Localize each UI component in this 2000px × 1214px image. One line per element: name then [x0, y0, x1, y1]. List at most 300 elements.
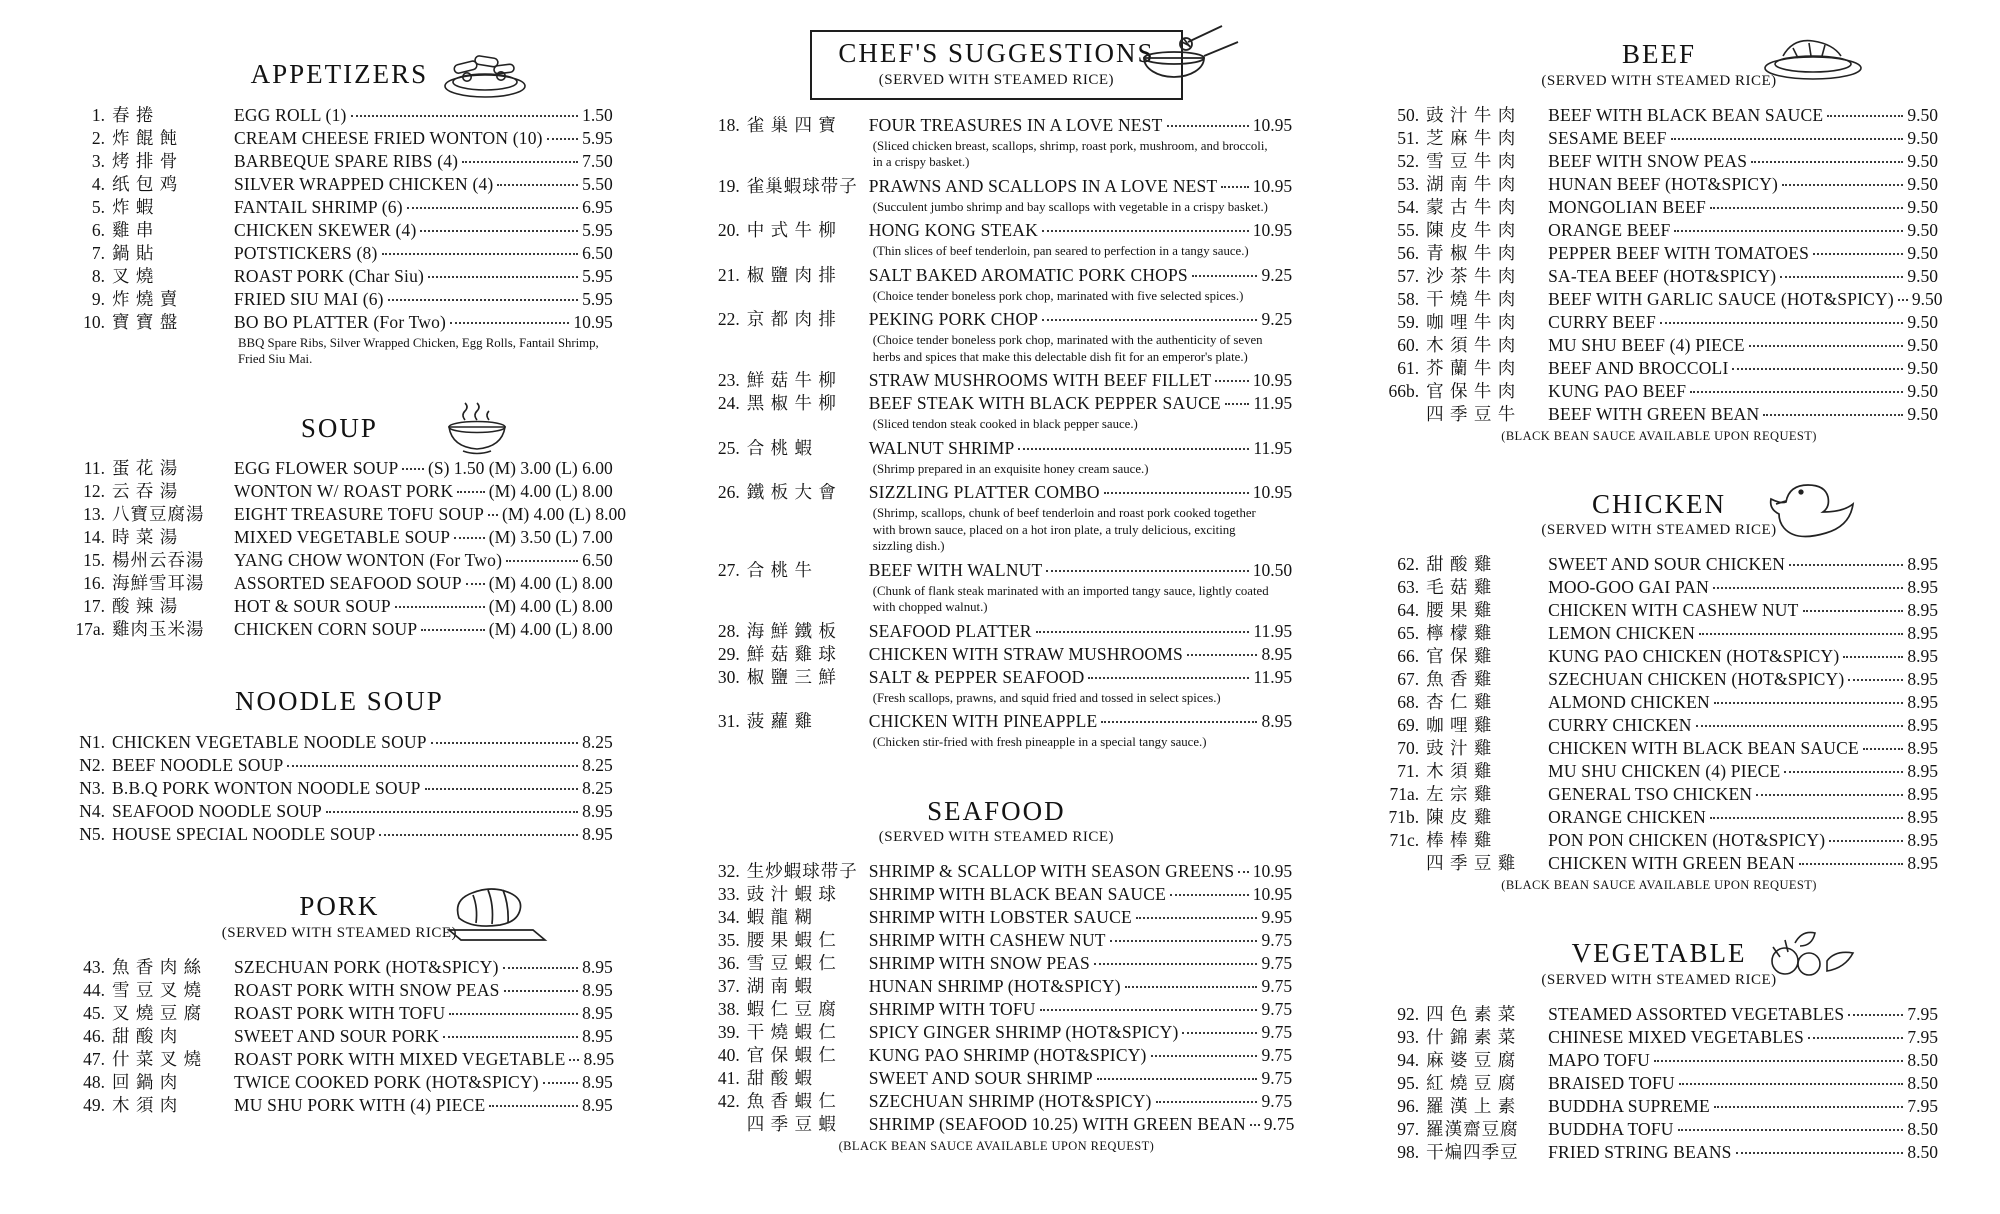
dot-leader: [379, 834, 578, 836]
dot-leader: [1238, 871, 1248, 873]
item-price: 8.95: [1907, 738, 1938, 759]
menu-item-row: [66, 731, 613, 754]
item-name: KUNG PAO CHICKEN (HOT&SPICY): [1548, 646, 1840, 667]
item-name: BEEF STEAK WITH BLACK PEPPER SAUCE: [868, 393, 1221, 414]
menu-item-row: [1380, 150, 1938, 173]
item-name: ALMOND CHICKEN: [1548, 692, 1710, 713]
item-number: 35.: [717, 930, 740, 951]
menu-item: [1380, 334, 1938, 357]
item-number: 71a.: [1389, 784, 1420, 805]
menu-item-row: [701, 264, 1292, 287]
dot-leader: [1843, 656, 1903, 658]
menu-item: [1380, 242, 1938, 265]
dot-leader: [457, 491, 484, 493]
menu-item-row: [1380, 1026, 1938, 1049]
dot-leader: [351, 115, 579, 117]
menu-item-row: [1380, 1118, 1938, 1141]
dot-leader: [1898, 299, 1908, 301]
item-chinese-name: 蝦 龍 糊: [746, 907, 813, 928]
menu-item: [66, 265, 613, 288]
item-name: MIXED VEGETABLE SOUP: [234, 527, 451, 548]
item-chinese-name: 雞肉玉米湯: [112, 619, 205, 640]
menu-item: [1380, 691, 1938, 714]
item-name: HONG KONG STEAK: [868, 220, 1038, 241]
dot-leader: [1036, 631, 1250, 633]
item-name: STEAMED ASSORTED VEGETABLES: [1548, 1004, 1845, 1025]
item-price: 7.95: [1907, 1004, 1938, 1025]
item-price: 8.95: [1907, 577, 1938, 598]
item-number: 59.: [1397, 311, 1420, 332]
item-price: 8.25: [582, 778, 613, 799]
dot-leader: [1678, 1129, 1904, 1131]
item-price: 8.95: [1907, 669, 1938, 690]
item-name: YANG CHOW WONTON (For Two): [234, 550, 503, 571]
item-chinese-name: 官 保 牛 肉: [1426, 380, 1517, 401]
item-price: 8.50: [1907, 1050, 1938, 1071]
menu-item-row: [1380, 599, 1938, 622]
item-name: SHRIMP WITH SNOW PEAS: [868, 953, 1090, 974]
dot-leader: [1799, 863, 1903, 865]
item-name: KUNG PAO SHRIMP (HOT&SPICY): [868, 1045, 1147, 1066]
menu-item: [1380, 265, 1938, 288]
menu-item-row: [1380, 242, 1938, 265]
section-header: [66, 687, 613, 717]
item-price: 9.50: [1907, 242, 1938, 263]
item-chinese-name: 木 須 牛 肉: [1426, 334, 1517, 355]
item-name: STRAW MUSHROOMS WITH BEEF FILLET: [868, 370, 1212, 391]
item-name: SHRIMP WITH TOFU: [868, 999, 1036, 1020]
menu-item: [66, 1025, 613, 1048]
item-number: 17.: [83, 596, 105, 617]
item-name: B.B.Q PORK WONTON NOODLE SOUP: [112, 778, 421, 799]
item-number: 9.: [91, 288, 105, 309]
item-chinese-name: 八寶豆腐湯: [112, 504, 205, 525]
item-name: SILVER WRAPPED CHICKEN (4): [234, 173, 494, 194]
item-price: 5.95: [582, 127, 613, 148]
dot-leader: [1848, 679, 1903, 681]
menu-item-list: [1380, 553, 1938, 875]
item-number: 94.: [1397, 1050, 1420, 1071]
item-number: 95.: [1397, 1073, 1420, 1094]
item-name: FANTAIL SHRIMP (6): [234, 196, 403, 217]
dot-leader: [1170, 894, 1249, 896]
item-number: 98.: [1397, 1142, 1420, 1163]
item-price: (M) 4.00 (L) 8.00: [502, 504, 626, 525]
item-name: SESAME BEEF: [1548, 127, 1667, 148]
dot-leader: [547, 138, 578, 140]
item-price: 8.95: [582, 956, 613, 977]
section-subtitle: (SERVED WITH STEAMED RICE): [878, 71, 1115, 88]
dot-leader: [1789, 564, 1903, 566]
section-title: VEGETABLE: [1571, 938, 1747, 969]
item-number: 50.: [1397, 104, 1420, 125]
item-number: N2.: [79, 755, 105, 776]
item-name: SEAFOOD PLATTER: [868, 620, 1032, 641]
menu-item-row: [701, 437, 1292, 460]
item-chinese-name: 椒 鹽 肉 排: [746, 264, 837, 285]
menu-item: [1380, 288, 1943, 311]
menu-item-row: [701, 175, 1292, 198]
item-price: 6.50: [582, 550, 613, 571]
menu-item-row: [66, 595, 613, 618]
item-price: 8.95: [1907, 807, 1938, 828]
item-name: CREAM CHEESE FRIED WONTON (10): [234, 127, 543, 148]
dot-leader: [1732, 368, 1903, 370]
section-title-box: [222, 892, 457, 942]
menu-item-row: [66, 265, 613, 288]
dot-leader: [1671, 138, 1904, 140]
menu-item: [701, 952, 1292, 975]
menu-item: [66, 503, 626, 526]
dot-leader: [1151, 1055, 1258, 1057]
item-name: SHRIMP WITH BLACK BEAN SAUCE: [868, 884, 1167, 905]
menu-item-row: [66, 1094, 613, 1117]
menu-item-row: [701, 906, 1292, 929]
menu-item: [701, 710, 1292, 751]
menu-item-list: [701, 114, 1292, 751]
item-number: 10.: [83, 311, 105, 332]
dot-leader: [1710, 207, 1903, 209]
item-number: 27.: [717, 559, 740, 580]
dot-leader: [1192, 275, 1258, 277]
menu-item-row: [1380, 691, 1938, 714]
menu-item-row: [1380, 1095, 1938, 1118]
menu-item: [1380, 829, 1938, 852]
item-chinese-name: 紅 燒 豆 腐: [1426, 1073, 1517, 1094]
item-price: 9.50: [1907, 403, 1938, 424]
item-name: SHRIMP WITH LOBSTER SAUCE: [868, 907, 1132, 928]
menu-item: [1380, 357, 1938, 380]
item-chinese-name: 菠 蘿 雞: [746, 711, 813, 732]
item-name: SA-TEA BEEF (HOT&SPICY): [1548, 265, 1777, 286]
item-name: MU SHU PORK WITH (4) PIECE: [234, 1094, 486, 1115]
menu-item-row: [1380, 357, 1938, 380]
item-number: 29.: [717, 643, 740, 664]
item-name: BEEF WITH SNOW PEAS: [1548, 150, 1748, 171]
item-price: 9.75: [1261, 953, 1293, 974]
menu-item: [66, 777, 613, 800]
item-number: 32.: [717, 861, 740, 882]
menu-item-row: [701, 710, 1292, 733]
item-number: N5.: [79, 824, 105, 845]
item-chinese-name: 蝦 仁 豆 腐: [746, 999, 837, 1020]
dot-leader: [466, 583, 485, 585]
item-chinese-name: 鍋 貼: [112, 242, 155, 263]
menu-item: [701, 975, 1292, 998]
item-price: 7.50: [582, 150, 613, 171]
item-price: 9.50: [1907, 173, 1938, 194]
item-name: PEPPER BEEF WITH TOMATOES: [1548, 242, 1810, 263]
item-price: 8.95: [582, 1002, 613, 1023]
item-number: 15.: [83, 550, 105, 571]
menu-item: [701, 1044, 1292, 1067]
item-name: BEEF WITH BLACK BEAN SAUCE: [1548, 104, 1824, 125]
item-number: 58.: [1397, 288, 1420, 309]
item-number: 22.: [717, 309, 740, 330]
item-price: 10.95: [1252, 861, 1293, 882]
item-chinese-name: 豉 汁 牛 肉: [1426, 104, 1517, 125]
item-name: CURRY BEEF: [1548, 311, 1656, 332]
item-price: 10.50: [1252, 559, 1293, 580]
menu-item: [66, 572, 613, 595]
dot-leader: [425, 788, 579, 790]
item-number: 46.: [83, 1025, 105, 1046]
menu-item-row: [1380, 403, 1938, 426]
section-title-box: [879, 797, 1114, 847]
item-price: 5.95: [582, 288, 613, 309]
item-number: 13.: [83, 504, 105, 525]
menu-item-row: [66, 503, 626, 526]
item-chinese-name: 四 季 豆 蝦: [746, 1114, 837, 1135]
menu-item-row: [66, 777, 613, 800]
section-header: [66, 414, 613, 444]
item-price: 11.95: [1253, 666, 1293, 687]
menu-item-row: [66, 480, 613, 503]
item-name: FRIED SIU MAI (6): [234, 288, 384, 309]
menu-item: [1380, 380, 1938, 403]
dot-leader: [1215, 380, 1248, 382]
item-price: 8.95: [1261, 711, 1293, 732]
dot-leader: [1042, 230, 1249, 232]
item-price: 9.50: [1907, 357, 1938, 378]
item-price: 9.75: [1261, 999, 1293, 1020]
dot-leader: [1187, 654, 1258, 656]
item-price: 8.95: [1907, 600, 1938, 621]
item-price: 9.50: [1911, 288, 1943, 309]
soup-bowl-icon: [439, 398, 515, 458]
dot-leader: [1674, 230, 1903, 232]
chicken-icon: [1759, 474, 1863, 540]
menu-item: [1380, 760, 1938, 783]
item-chinese-name: 羅 漢 上 素: [1426, 1096, 1517, 1117]
dot-leader: [1167, 125, 1249, 127]
item-name: MU SHU BEEF (4) PIECE: [1548, 334, 1745, 355]
item-price: 9.50: [1907, 265, 1938, 286]
item-name: SWEET AND SOUR PORK: [234, 1025, 440, 1046]
item-price: 9.95: [1261, 907, 1293, 928]
roast-pork-icon: [439, 876, 559, 944]
item-chinese-name: 陳 皮 牛 肉: [1426, 219, 1517, 240]
menu-item-row: [701, 369, 1292, 392]
dot-leader: [1088, 677, 1249, 679]
item-chinese-name: 魚 香 肉 絲: [112, 956, 203, 977]
menu-item-row: [701, 559, 1292, 582]
menu-item-row: [1380, 265, 1938, 288]
dot-leader: [1101, 721, 1257, 723]
menu-item-row: [1380, 806, 1938, 829]
item-name: FOUR TREASURES IN A LOVE NEST: [868, 114, 1163, 135]
item-price: 9.50: [1907, 311, 1938, 332]
menu-item-row: [66, 618, 613, 641]
item-chinese-name: 羅漢齋豆腐: [1426, 1119, 1519, 1140]
section-title-box: [1541, 40, 1776, 90]
section-header: [701, 30, 1292, 100]
menu-item-row: [1380, 760, 1938, 783]
item-price: 9.50: [1907, 380, 1938, 401]
item-price: 8.25: [582, 732, 613, 753]
menu-item: [701, 883, 1292, 906]
item-chinese-name: 時 菜 湯: [112, 527, 179, 548]
menu-item-row: [66, 196, 613, 219]
item-chinese-name: 纸 包 鸡: [112, 173, 179, 194]
menu-item-row: [66, 1071, 613, 1094]
item-price: 9.25: [1261, 264, 1293, 285]
item-chinese-name: 雪 豆 牛 肉: [1426, 150, 1517, 171]
item-number: 24.: [717, 393, 740, 414]
item-name: SWEET AND SOUR SHRIMP: [868, 1068, 1093, 1089]
item-price: 8.95: [1261, 643, 1293, 664]
menu-item: [66, 480, 613, 503]
dot-leader: [489, 1105, 578, 1107]
menu-item-list: [1380, 1003, 1938, 1164]
menu-item-row: [66, 127, 613, 150]
menu-item: [66, 219, 613, 242]
item-price: 8.95: [582, 824, 613, 845]
item-chinese-name: 鐵 板 大 會: [746, 482, 837, 503]
item-name: WALNUT SHRIMP: [868, 437, 1015, 458]
dot-leader: [1040, 1009, 1258, 1011]
item-name: KUNG PAO BEEF: [1548, 380, 1687, 401]
item-chinese-name: 楊州云吞湯: [112, 550, 205, 571]
item-price: 9.75: [1261, 1068, 1293, 1089]
menu-item-row: [1380, 714, 1938, 737]
item-chinese-name: 雪 豆 叉 燒: [112, 979, 203, 1000]
item-name: SHRIMP WITH CASHEW NUT: [868, 930, 1106, 951]
item-price: 9.50: [1907, 334, 1938, 355]
section-header: [66, 60, 613, 90]
menu-item-row: [66, 754, 613, 777]
item-chinese-name: 咖 哩 雞: [1426, 715, 1493, 736]
item-name: CHICKEN WITH CASHEW NUT: [1548, 600, 1799, 621]
item-number: 54.: [1397, 196, 1420, 217]
menu-item-row: [1380, 311, 1938, 334]
menu-item-row: [1380, 334, 1938, 357]
menu-item: [66, 1071, 613, 1094]
item-number: 2.: [91, 127, 105, 148]
section-header: [1380, 40, 1938, 90]
menu-item-row: [701, 620, 1292, 643]
item-chinese-name: 合 桃 蝦: [746, 437, 813, 458]
section-title-box: [251, 60, 429, 90]
item-chinese-name: 腰 果 蝦 仁: [746, 930, 837, 951]
item-name: MONGOLIAN BEEF: [1548, 196, 1706, 217]
menu-item-row: [701, 666, 1292, 689]
item-price: (M) 4.00 (L) 8.00: [488, 481, 613, 502]
item-price: 9.50: [1907, 104, 1938, 125]
menu-item: [701, 1113, 1295, 1136]
menu-item-row: [66, 823, 613, 846]
menu-item: [701, 1021, 1292, 1044]
menu-item-row: [701, 114, 1292, 137]
item-price: 9.75: [1261, 1045, 1293, 1066]
item-number: 51.: [1397, 127, 1420, 148]
dot-leader: [382, 253, 579, 255]
menu-item: [66, 1002, 613, 1025]
dot-leader: [428, 276, 578, 278]
item-price: 9.50: [1907, 219, 1938, 240]
item-number: 71.: [1397, 761, 1420, 782]
item-price: 8.95: [1907, 646, 1938, 667]
menu-item: [701, 906, 1292, 929]
item-price: 9.75: [1261, 1091, 1293, 1112]
menu-item: [66, 823, 613, 846]
item-name: CHINESE MIXED VEGETABLES: [1548, 1027, 1804, 1048]
item-chinese-name: 干煸四季豆: [1426, 1142, 1519, 1163]
dot-leader: [421, 629, 485, 631]
item-price: 11.95: [1253, 393, 1293, 414]
item-name: SEAFOOD NOODLE SOUP: [112, 801, 322, 822]
menu-item-row: [66, 1002, 613, 1025]
item-chinese-name: 炸 蝦: [112, 196, 155, 217]
item-price: (M) 4.00 (L) 8.00: [488, 596, 613, 617]
item-chinese-name: 杏 仁 雞: [1426, 692, 1493, 713]
dot-leader: [1018, 448, 1249, 450]
item-chinese-name: 魚 香 雞: [1426, 669, 1493, 690]
section-title: CHICKEN: [1592, 488, 1727, 519]
menu-item-row: [701, 952, 1292, 975]
item-number: N1.: [79, 732, 105, 753]
menu-item-row: [1380, 219, 1938, 242]
item-price: 8.50: [1907, 1142, 1938, 1163]
menu-item: [66, 311, 613, 368]
dot-leader: [1690, 391, 1903, 393]
menu-item: [1380, 806, 1938, 829]
item-name: GENERAL TSO CHICKEN: [1548, 784, 1753, 805]
dot-leader: [450, 322, 569, 324]
menu-item-row: [701, 1090, 1292, 1113]
dot-leader: [1136, 917, 1258, 919]
item-name: BEEF WITH GARLIC SAUCE (HOT&SPICY): [1548, 288, 1894, 309]
menu-item-row: [66, 1025, 613, 1048]
item-chinese-name: 合 桃 牛: [746, 559, 813, 580]
menu-item-row: [701, 1067, 1292, 1090]
menu-item: [66, 196, 613, 219]
menu-item-row: [66, 150, 613, 173]
menu-item: [701, 643, 1292, 666]
section-subtitle: (SERVED WITH STEAMED RICE): [878, 829, 1115, 846]
item-chinese-name: 鮮 菇 雞 球: [746, 643, 837, 664]
menu-item-row: [701, 392, 1292, 415]
menu-item-row: [1380, 288, 1943, 311]
item-price: 9.50: [1907, 150, 1938, 171]
menu-item: [701, 175, 1292, 216]
item-name: BEEF WITH GREEN BEAN: [1548, 403, 1760, 424]
menu-item: [1380, 150, 1938, 173]
item-name: SWEET AND SOUR CHICKEN: [1548, 554, 1786, 575]
menu-item-row: [1380, 553, 1938, 576]
menu-section: [701, 30, 1292, 751]
menu-item-row: [1380, 645, 1938, 668]
item-number: N3.: [79, 778, 105, 799]
item-price: 5.95: [582, 219, 613, 240]
item-description: BBQ Spare Ribs, Silver Wrapped Chicken, Egg Rolls, Fantail Shrimp, Fried Siu Mai.: [238, 335, 599, 367]
menu-item: [701, 437, 1292, 478]
item-name: CHICKEN WITH GREEN BEAN: [1548, 853, 1795, 874]
item-name: ASSORTED SEAFOOD SOUP: [234, 573, 462, 594]
dot-leader: [420, 230, 578, 232]
dot-leader: [1863, 748, 1904, 750]
item-chinese-name: 甜 酸 雞: [1426, 554, 1493, 575]
item-number: 31.: [717, 711, 740, 732]
item-name: POTSTICKERS (8): [234, 242, 378, 263]
item-description: (Chunk of flank steak marinated with an imported tangy sauce, lightly coated with chopped walnut.): [872, 583, 1269, 615]
menu-item-row: [1380, 173, 1938, 196]
item-name: BUDDHA SUPREME: [1548, 1096, 1710, 1117]
item-number: 23.: [717, 370, 740, 391]
menu-item-row: [66, 1048, 613, 1071]
dot-leader: [1763, 414, 1903, 416]
menu-item: [1380, 1072, 1938, 1095]
